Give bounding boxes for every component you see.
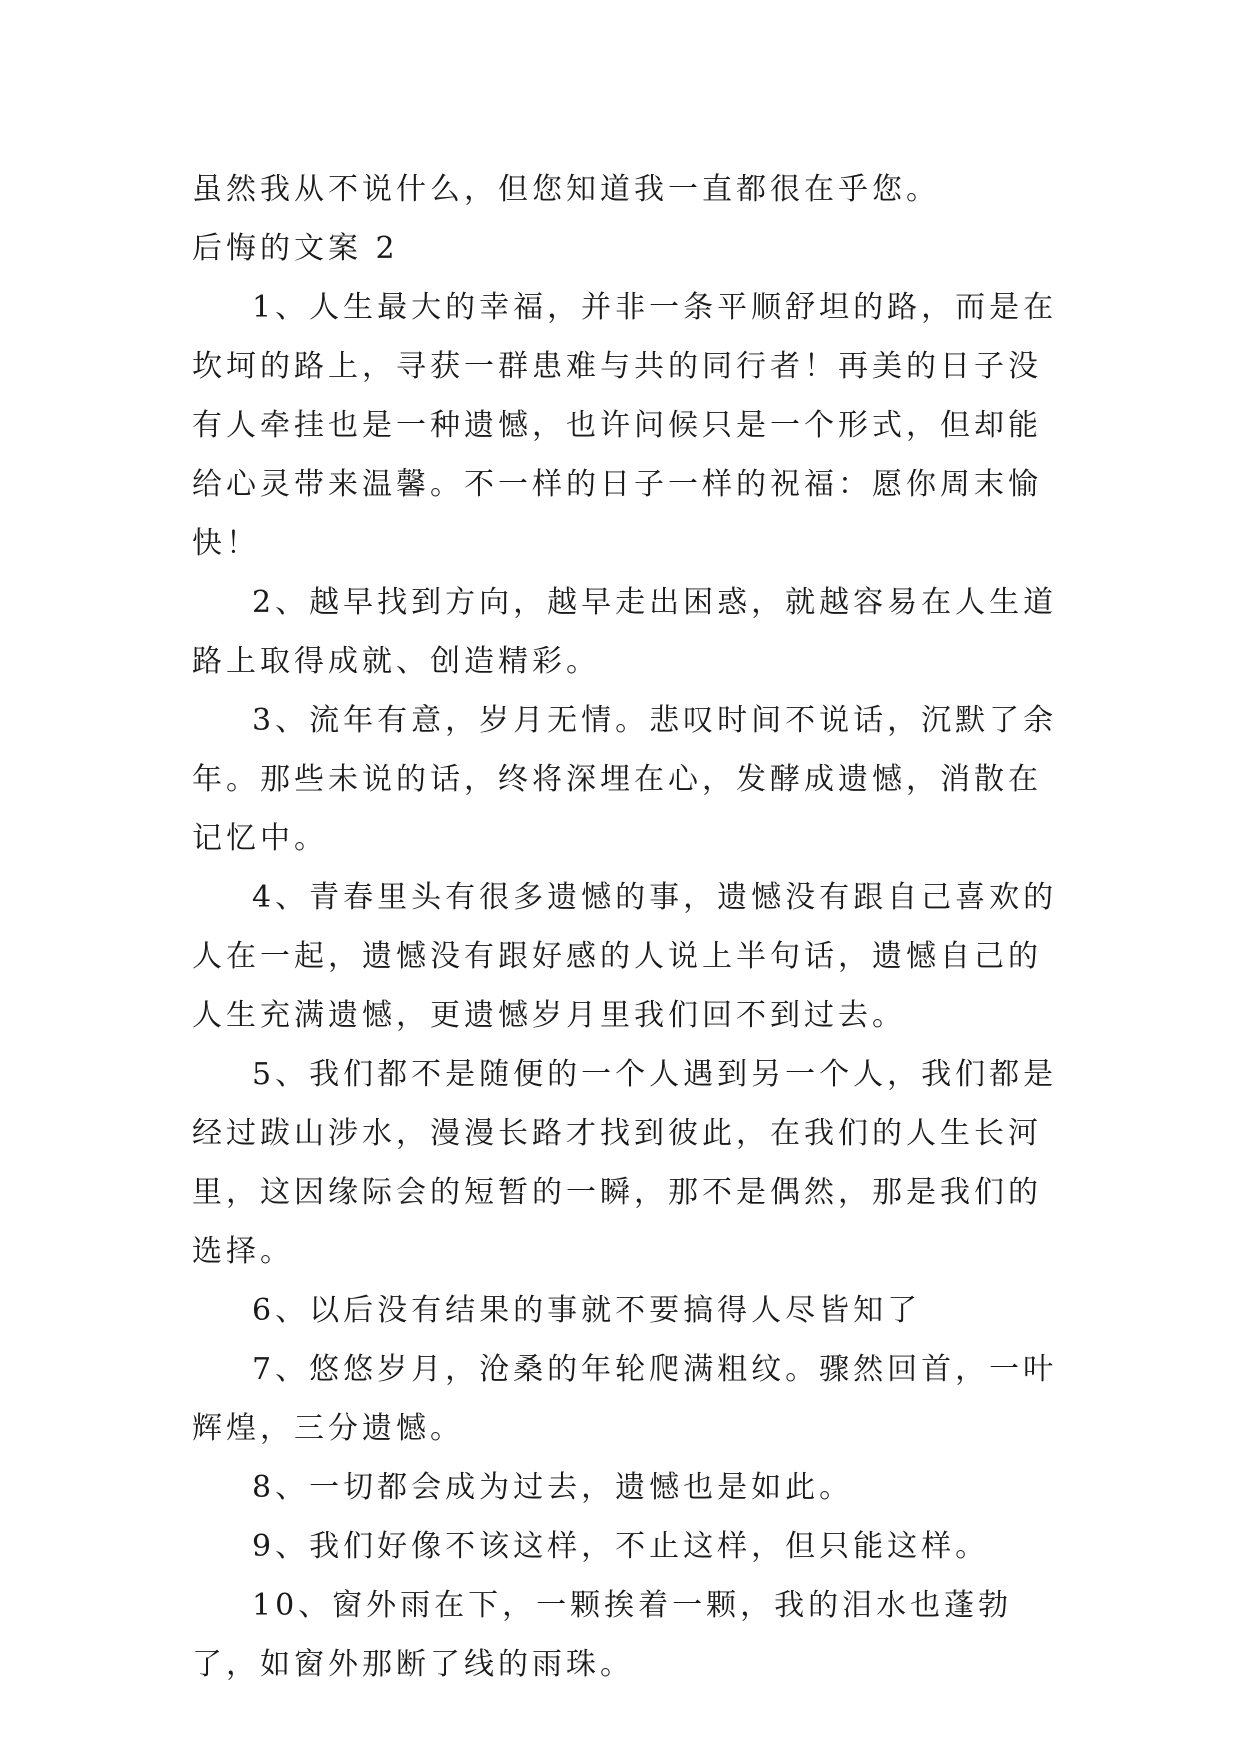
paragraph-2: 2、越早找到方向，越早走出困惑，就越容易在人生道路上取得成就、创造精彩。	[192, 585, 1058, 679]
paragraph-9: 9、我们好像不该这样，不止这样，但只能这样。	[252, 1529, 990, 1564]
section-title: 后悔的文案 2	[192, 231, 399, 266]
paragraph-3: 3、流年有意，岁月无情。悲叹时间不说话，沉默了余年。那些未说的话，终将深埋在心，发酵成遗憾，消散在记忆中。	[192, 703, 1058, 856]
paragraph-5: 5、我们都不是随便的一个人遇到另一个人，我们都是经过跋山涉水，漫漫长路才找到彼此，在我们的人生长河里，这因缘际会的短暂的一瞬，那不是偶然，那是我们的选择。	[192, 1057, 1058, 1269]
paragraph-4: 4、青春里头有很多遗憾的事，遗憾没有跟自己喜欢的人在一起，遗憾没有跟好感的人说上半句话，遗憾自己的人生充满遗憾，更遗憾岁月里我们回不到过去。	[192, 880, 1058, 1033]
opening-line: 虽然我从不说什么，但您知道我一直都很在乎您。	[192, 172, 940, 207]
paragraph-1: 1、人生最大的幸福，并非一条平顺舒坦的路，而是在坎坷的路上，寻获一群患难与共的同行者！再美的日子没有人牵挂也是一种遗憾，也许问候只是一个形式，但却能给心灵带来温馨。不一样的日子一样的祝福：愿你周末愉快！	[192, 290, 1058, 561]
document-body	[192, 160, 1072, 1694]
paragraph-7: 7、悠悠岁月，沧桑的年轮爬满粗纹。骤然回首，一叶辉煌，三分遗憾。	[192, 1352, 1058, 1446]
paragraph-10: 10、窗外雨在下，一颗挨着一颗，我的泪水也蓬勃了，如窗外那断了线的雨珠。	[192, 1588, 1013, 1682]
paragraph-6: 6、以后没有结果的事就不要搞得人尽皆知了	[252, 1293, 922, 1328]
paragraph-8: 8、一切都会成为过去，遗憾也是如此。	[252, 1470, 854, 1505]
